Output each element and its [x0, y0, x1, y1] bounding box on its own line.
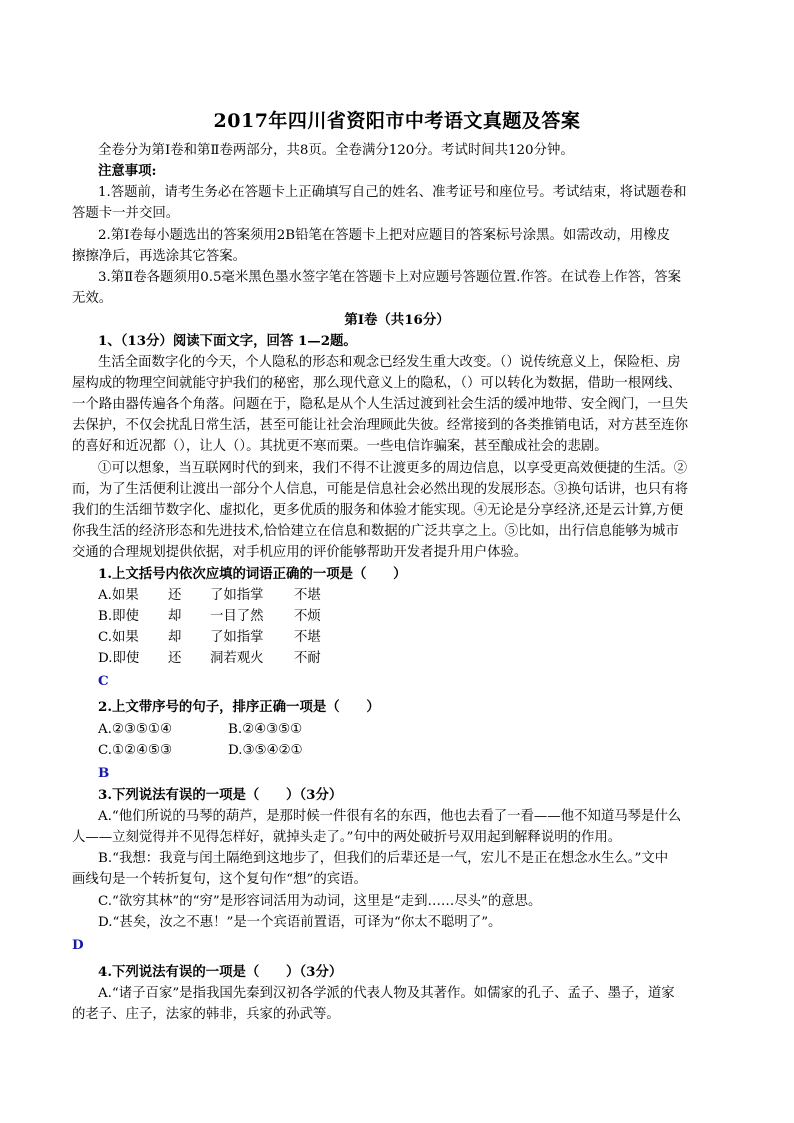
option-word: 还 [168, 588, 182, 603]
option-word: 不堪 [294, 630, 321, 645]
passage-line: 屋构成的物理空间就能守护我们的秘密，那么现代意义上的隐私，（）可以转化为数据，借助一根网线、 [72, 376, 682, 391]
notice-line: 2.第Ⅰ卷每小题选出的答案须用2B铅笔在答题卡上把对应题目的答案标号涂黑。如需改动，用橡皮 [98, 228, 671, 243]
option-row [98, 627, 722, 648]
option-line: 人——立刻觉得并不见得怎样好，就掉头走了。”句中的两处破折号双用起到解释说明的作用。 [72, 830, 622, 845]
option-c: C.①②④⑤③ [98, 743, 173, 758]
option-word: 不堪 [294, 588, 321, 603]
passage-line: ①可以想象，当互联网时代的到来，我们不得不让渡更多的周边信息，以享受更高效便捷的生活。② [98, 461, 688, 476]
question-stem: 4.下列说法有误的一项是（ ）（3分） [98, 964, 343, 980]
notice-line: 擦擦净后，再选涂其它答案。 [72, 249, 247, 264]
option-row [98, 585, 722, 606]
option-word: 却 [168, 609, 182, 624]
option-word: 却 [168, 630, 182, 645]
option-line: C.“欲穷其林”的“穷”是形容词活用为动词，这里是“走到……尽头”的意思。 [98, 894, 542, 909]
option-line: A.“他们所说的马琴的葫芦，是那时候一件很有名的东西，他也去看了一看——他不知道马琴是什么 [98, 809, 682, 824]
question-stem: 1.上文括号内依次应填的词语正确的一项是（ ） [98, 566, 407, 582]
option-word: 不烦 [294, 609, 321, 624]
option-line: D.“甚矣，汝之不惠！”是一个宾语前置语，可译为“你太不聪明了”。 [98, 915, 502, 930]
notice-heading: 注意事项: [98, 163, 157, 179]
option-line: 的老子、庄子，法家的韩非，兵家的孙武等。 [72, 1007, 340, 1022]
notice-line: 无效。 [72, 291, 113, 306]
option-c: C.如果 [98, 630, 139, 645]
option-d: D.即使 [98, 651, 140, 666]
passage-line: 我们的生活细节数字化、虚拟化，更多优质的服务和体验才能实现。④无论是分享经济,还是云计算,方便 [72, 503, 684, 518]
passage-line: 你我生活的经济形态和先进技术,恰恰建立在信息和数据的广泛共享之上。⑤比如，出行信息能够为城市 [72, 524, 679, 539]
option-d: D.③⑤④②① [228, 743, 303, 758]
notice-line: 1.答题前，请考生务必在答题卡上正确填写自己的姓名、准考证号和座位号。考试结束，将试题卷和 [98, 185, 687, 200]
option-line: 画线句是一个转折复句，这个复句作“想”的宾语。 [72, 872, 367, 887]
notice-line: 答题卡一并交回。 [72, 206, 180, 221]
option-a: A.②③⑤①④ [98, 722, 172, 737]
option-row [98, 606, 722, 627]
option-word: 了如指掌 [210, 630, 264, 645]
passage-line: 去保护，不仅会扰乱日常生活，甚至可能让社会治理顾此失彼。经常接到的各类推销电话，对方甚至连你 [72, 418, 688, 433]
question-stem: 3.下列说法有误的一项是（ ）（3分） [98, 787, 343, 803]
page-title: 2017年四川省资阳市中考语文真题及答案 [213, 110, 581, 132]
option-row [98, 740, 722, 761]
answer-label: D [72, 937, 84, 953]
option-word: 洞若观火 [210, 651, 264, 666]
option-row [98, 648, 722, 669]
option-b: B.即使 [98, 609, 139, 624]
option-a: A.如果 [98, 588, 139, 603]
answer-label: B [98, 765, 110, 781]
option-word: 还 [168, 651, 182, 666]
option-line: A.“诸子百家”是指我国先秦到汉初各学派的代表人物及其著作。如儒家的孔子、孟子、墨子，道家 [98, 986, 675, 1001]
option-word: 了如指掌 [210, 588, 264, 603]
passage-line: 生活全面数字化的今天，个人隐私的形态和观念已经发生重大改变。（）说传统意义上，保险柜、房 [98, 355, 681, 370]
passage-line: 交通的合理规划提供依据，对手机应用的评价能够帮助开发者提升用户体验。 [72, 545, 528, 560]
intro-text: 全卷分为第Ⅰ卷和第Ⅱ卷两部分，共8页。全卷满分120分。考试时间共120分钟。 [98, 143, 574, 158]
passage-line: 一个路由器传遍各个角落。问题在于，隐私是从个人生活过渡到社会生活的缓冲地带、安全阀门，一旦失 [72, 397, 688, 412]
question-heading: 1、（13分）阅读下面文字，回答 1—2题。 [98, 333, 357, 349]
passage-line: 的喜好和近况都（），让人（）。其扰更不寒而栗。一些电信诈骗案，甚至酿成社会的悲剧。 [72, 439, 608, 454]
section-heading: 第Ⅰ卷（共16分） [344, 312, 450, 328]
question-stem: 2.上文带序号的句子，排序正确一项是（ ） [98, 699, 380, 715]
passage-line: 而，为了生活便利让渡出一部分个人信息，可能是信息社会必然出现的发展形态。③换句话讲，也只有将 [72, 482, 688, 497]
option-word: 不耐 [294, 651, 321, 666]
option-b: B.②④③⑤① [228, 722, 303, 737]
notice-line: 3.第Ⅱ卷各题须用0.5毫米黑色墨水签字笔在答题卡上对应题号答题位置.作答。在试卷上作答，答案 [98, 270, 682, 285]
option-line: B.“我想：我竟与闰土隔绝到这地步了，但我们的后辈还是一气，宏儿不是正在想念水生么。”文中 [98, 851, 669, 866]
answer-label: C [98, 673, 109, 689]
option-row [98, 719, 722, 740]
option-word: 一目了然 [210, 609, 264, 624]
